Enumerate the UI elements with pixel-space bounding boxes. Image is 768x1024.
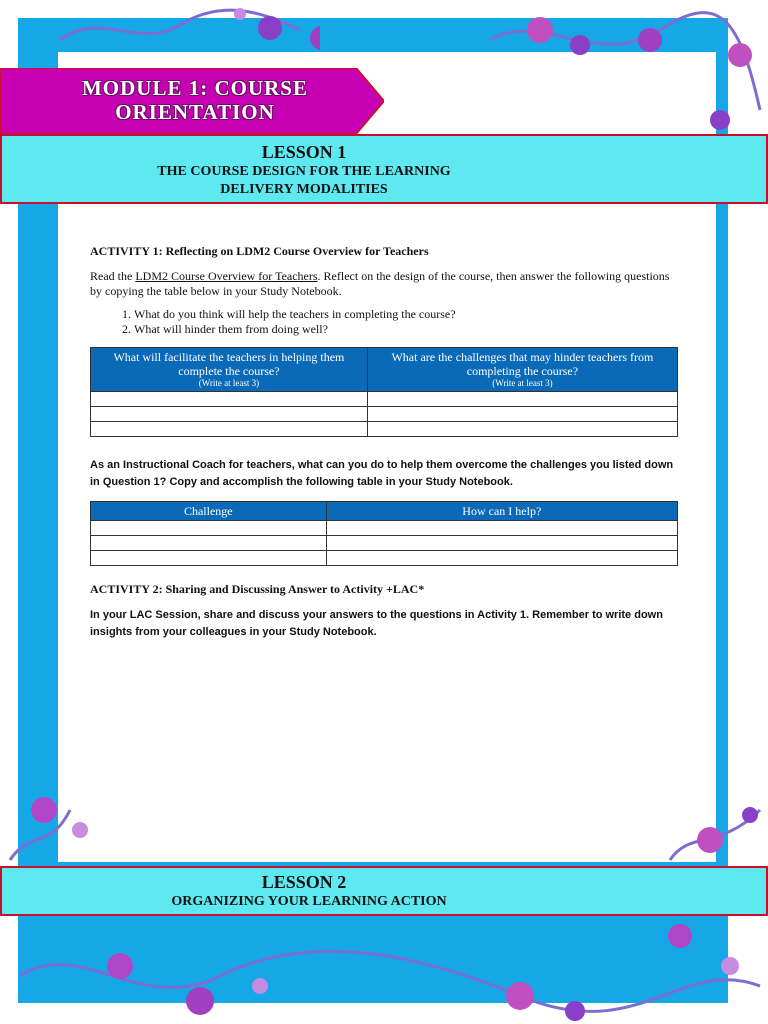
question-item: 1. What do you think will help the teachers in completing the course?	[134, 307, 680, 322]
table-cell[interactable]	[91, 521, 327, 536]
table-cell[interactable]	[91, 407, 368, 422]
activity2-text: In your LAC Session, share and discuss your answers to the questions in Activity 1. Remember to write down insights from your colleagues in your Study Notebook.	[90, 609, 663, 638]
table-row	[91, 422, 678, 437]
table-cell[interactable]	[326, 551, 677, 566]
col1-note: (Write at least 3)	[198, 378, 260, 388]
challenge-header: Challenge	[91, 502, 327, 521]
flower-decoration-left-icon	[0, 790, 110, 870]
lesson1-header	[0, 134, 768, 204]
activity2-title: ACTIVITY 2: Sharing and Discussing Answer to Activity +LAC*	[90, 582, 425, 596]
table-cell[interactable]	[367, 407, 677, 422]
lesson1-title: LESSON 1	[261, 142, 347, 162]
col1-header-text: What will facilitate the teachers in helping them complete the course?	[113, 350, 345, 378]
activity1-table	[90, 347, 678, 437]
lesson2-subtitle: ORGANIZING YOUR LEARNING ACTION	[171, 894, 447, 909]
module-title: MODULE 1: COURSE ORIENTATION	[81, 76, 308, 124]
flower-decoration-top-left-icon	[60, 0, 320, 70]
challenge-table	[90, 501, 678, 566]
lesson1-subtitle-line2: DELIVERY MODALITIES	[220, 182, 388, 197]
table-row	[91, 392, 678, 407]
flower-decoration-bottom-icon	[0, 916, 768, 1024]
table-row	[91, 551, 678, 566]
lesson2-header	[0, 866, 768, 916]
activity1-title: ACTIVITY 1: Reflecting on LDM2 Course Overview for Teachers	[90, 244, 429, 258]
lesson2-title: LESSON 2	[261, 872, 347, 892]
course-overview-link[interactable]: LDM2 Course Overview for Teachers	[135, 269, 318, 283]
col2-header-text: What are the challenges that may hinder teachers from completing the course?	[391, 350, 654, 378]
table-cell[interactable]	[91, 422, 368, 437]
table-cell[interactable]	[91, 551, 327, 566]
activity1-table-col2-header	[367, 348, 677, 392]
activity1-intro	[90, 269, 680, 299]
table-cell[interactable]	[326, 521, 677, 536]
activity1-intro-pre: Read the	[90, 269, 136, 283]
activity1-intro-post: . Reflect on the design of the course, then answer the following questions by copying the table below in your Study Notebook.	[90, 269, 670, 298]
how-can-i-help-header: How can I help?	[326, 502, 677, 521]
module-banner	[0, 68, 384, 134]
activity1-table-col1-header	[91, 348, 368, 392]
col2-note: (Write at least 3)	[492, 378, 553, 388]
table-row	[91, 521, 678, 536]
question-item: 2. What will hinder them from doing well?	[134, 322, 680, 337]
flower-decoration-right-icon	[660, 790, 768, 870]
table-cell[interactable]	[91, 536, 327, 551]
coach-text: As an Instructional Coach for teachers, what can you do to help them overcome the challenges you listed down in Question 1? Copy and accomplish the following table in your Study Notebook.	[90, 459, 674, 488]
activity1-questions	[90, 307, 680, 337]
table-row	[91, 407, 678, 422]
table-cell[interactable]	[326, 536, 677, 551]
table-row	[91, 536, 678, 551]
table-cell[interactable]	[91, 392, 368, 407]
table-cell[interactable]	[367, 392, 677, 407]
lesson1-content	[90, 244, 680, 641]
lesson1-subtitle-line1: THE COURSE DESIGN FOR THE LEARNING	[157, 164, 451, 179]
table-cell[interactable]	[367, 422, 677, 437]
flower-decoration-top-right-icon	[480, 0, 768, 140]
